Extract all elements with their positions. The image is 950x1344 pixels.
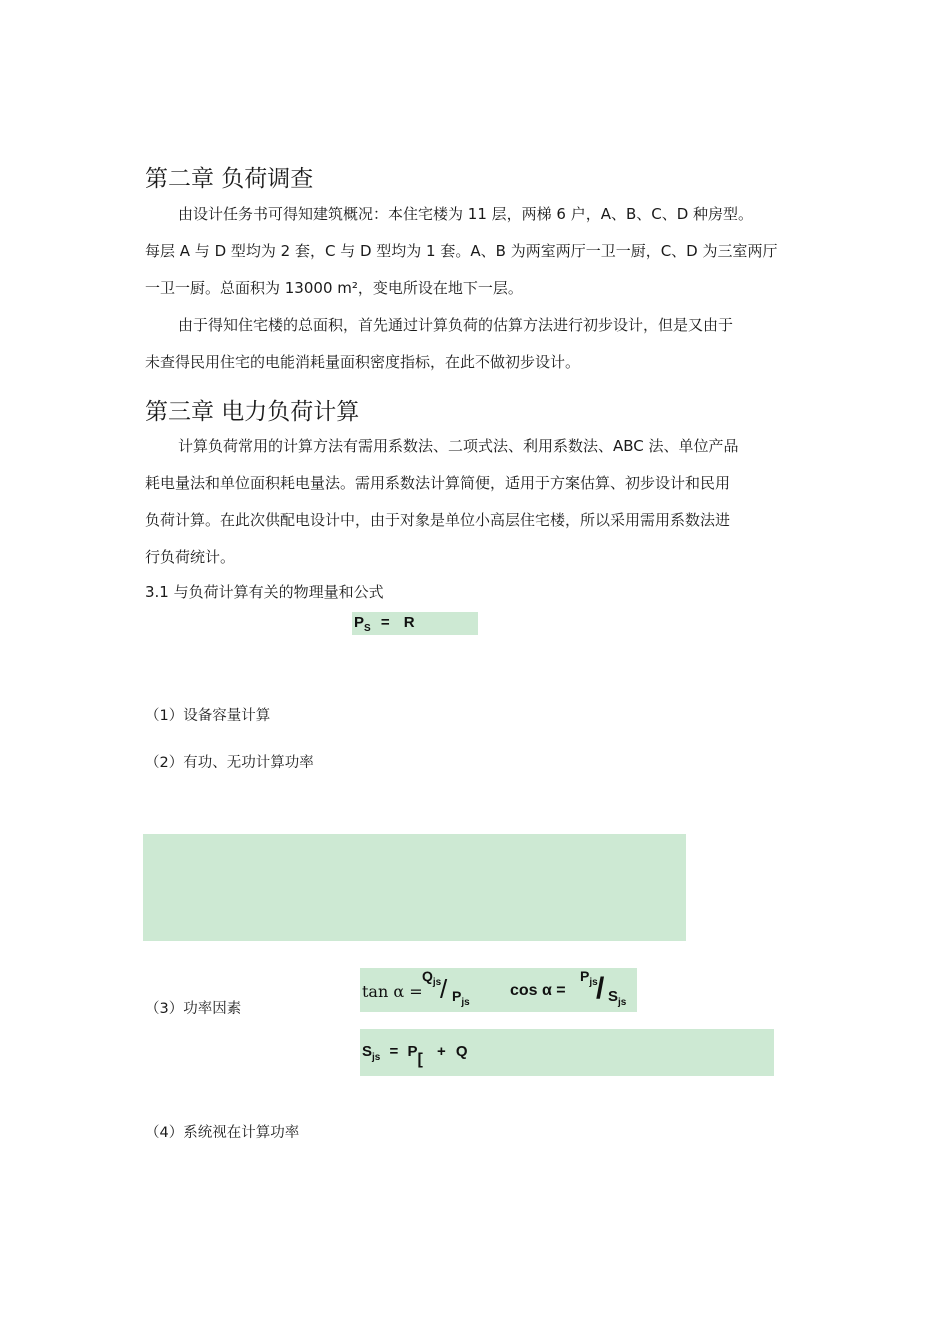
formula-tan-slash: / bbox=[440, 974, 448, 1004]
chapter2-heading: 第二章 负荷调查 bbox=[145, 166, 314, 192]
formula-sjs-plus: + bbox=[436, 1043, 446, 1060]
formula-ps-lhs-sub: S bbox=[364, 623, 371, 634]
formula-ps-rhs: R bbox=[403, 614, 415, 631]
formula-ps-eq: = bbox=[380, 614, 390, 631]
chapter2-para2-line2: 未查得民用住宅的电能消耗量面积密度指标，在此不做初步设计。 bbox=[145, 353, 581, 371]
formula-ps-lhs: P bbox=[354, 614, 365, 631]
formula-sjs-lhs: S bbox=[362, 1043, 373, 1060]
chapter3-heading: 第三章 电力负荷计算 bbox=[145, 399, 360, 425]
chapter2-para1-line3: 一卫一厨。总面积为 13000 m²，变电所设在地下一层。 bbox=[145, 279, 523, 297]
formula-sjs-q: Q bbox=[455, 1043, 468, 1060]
chapter2-para1-line2: 每层 A 与 D 型均为 2 套，C 与 D 型均为 1 套。A、B 为两室两厅一卫一厨，C、D 为三室两厅 bbox=[145, 242, 778, 260]
formula-tan-cos bbox=[360, 968, 637, 1012]
formula-tan-lhs: tan α = bbox=[362, 982, 423, 1001]
formula-cos-den-sub: js bbox=[618, 997, 627, 1008]
formula-cos-num: P bbox=[580, 968, 590, 984]
chapter3-para1-line1: 计算负荷常用的计算方法有需用系数法、二项式法、利用系数法、ABC 法、单位产品 bbox=[178, 437, 739, 455]
formula-sjs-eq: = bbox=[389, 1043, 399, 1060]
formula-ps bbox=[352, 612, 478, 635]
formula-sjs-p-mark: [ bbox=[417, 1051, 423, 1068]
chapter3-para1-line3: 负荷计算。在此次供配电设计中，由于对象是单位小高层住宅楼，所以采用需用系数法进 bbox=[145, 511, 731, 529]
formula-power-placeholder bbox=[143, 834, 686, 941]
formula-sjs-p: P bbox=[407, 1043, 418, 1060]
formula-tan-num: Q bbox=[422, 968, 433, 984]
chapter2-para1-line1: 由设计任务书可得知建筑概况：本住宅楼为 11 层，两梯 6 户，A、B、C、D 种房型。 bbox=[178, 205, 754, 223]
formula-sjs-lhs-sub: js bbox=[372, 1052, 381, 1063]
chapter2-para2-line1: 由于得知住宅楼的总面积，首先通过计算负荷的估算方法进行初步设计，但是又由于 bbox=[178, 316, 734, 334]
chapter3-para1-line2: 耗电量法和单位面积耗电量法。需用系数法计算简便，适用于方案估算、初步设计和民用 bbox=[145, 474, 731, 492]
formula-tan-den-sub: js bbox=[461, 997, 470, 1008]
item-2: （2）有功、无功计算功率 bbox=[145, 755, 314, 771]
formula-cos-den: S bbox=[608, 988, 619, 1005]
formula-tan-den: P bbox=[452, 988, 462, 1004]
formula-cos-num-sub: js bbox=[589, 977, 598, 988]
formula-cos-lhs: cos α = bbox=[510, 982, 566, 999]
section-3-1-title: 3.1 与负荷计算有关的物理量和公式 bbox=[145, 583, 384, 601]
chapter3-para1-line4: 行负荷统计。 bbox=[145, 548, 236, 566]
formula-tan-num-sub: js bbox=[432, 977, 442, 988]
formula-sjs bbox=[360, 1029, 774, 1076]
item-1: （1）设备容量计算 bbox=[145, 708, 271, 724]
item-4: （4）系统视在计算功率 bbox=[145, 1125, 300, 1141]
formula-cos-slash: / bbox=[596, 972, 605, 1005]
item-3: （3）功率因素 bbox=[145, 1001, 242, 1017]
